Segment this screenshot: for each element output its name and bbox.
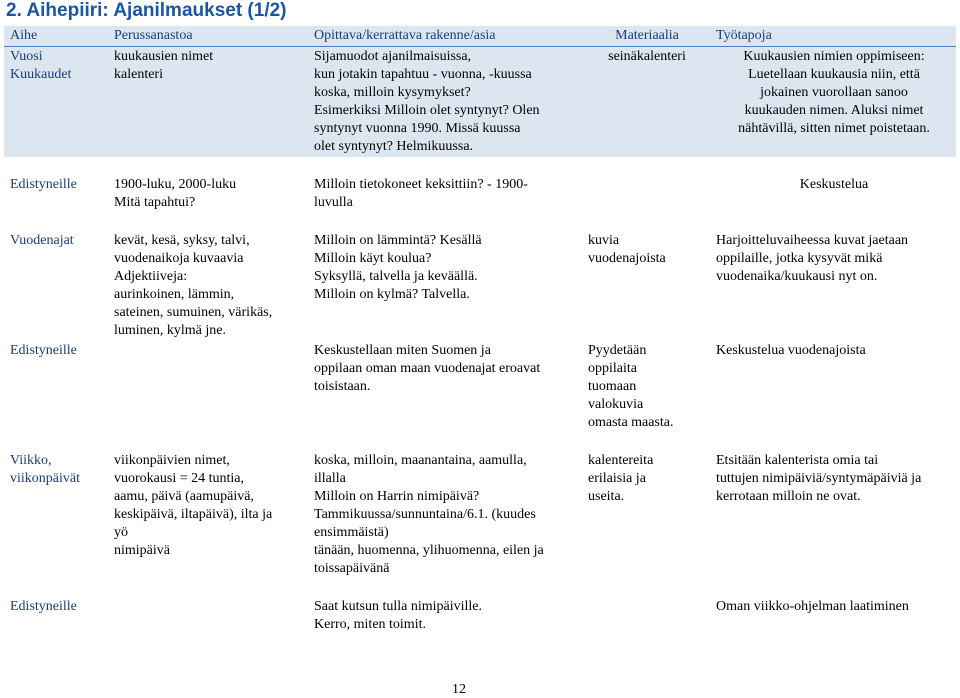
table-row (4, 597, 956, 635)
table-row (4, 231, 956, 341)
cell-line: Sijamuodot ajanilmaisuissa, (314, 49, 472, 64)
spacer-row (4, 579, 956, 597)
cell-line: viikonpäivien nimet, (114, 453, 230, 468)
cell-line: viikonpäivät (10, 471, 80, 486)
cell-line: vuodenajoista (588, 251, 666, 266)
cell-line: illalla (314, 471, 346, 486)
spacer-row (4, 433, 956, 451)
header-materiaalia: Materiaalia (582, 26, 710, 47)
structure-cell (308, 47, 582, 158)
cell-line: oppilaan oman maan vuodenajat eroavat (314, 361, 541, 376)
cell-line: Viikko, (10, 453, 52, 468)
cell-line: omasta maasta. (588, 415, 674, 430)
cell-line: Adjektiiveja: (114, 269, 188, 284)
cell-line: kuvia (588, 233, 620, 248)
topic-cell (4, 597, 108, 635)
vocabulary-cell (108, 597, 308, 635)
topic-cell (4, 175, 108, 213)
cell-line: vuodenaika/kuukausi nyt on. (716, 269, 878, 284)
topic-cell (4, 231, 108, 341)
vocabulary-cell (108, 47, 308, 158)
cell-line: Edistyneille (10, 177, 77, 192)
structure-cell (308, 175, 582, 213)
page-number: 12 (452, 682, 466, 697)
topic-cell (4, 47, 108, 158)
cell-line: oppilaita (588, 361, 637, 376)
cell-line: vuorokausi = 24 tuntia, (114, 471, 244, 486)
cell-line: Esimerkiksi Milloin olet syntynyt? Olen (314, 103, 540, 118)
cell-line: nähtävillä, sitten nimet poistetaan. (738, 121, 930, 136)
method-cell (710, 47, 956, 158)
table-row (4, 175, 956, 213)
cell-line: tuttujen nimipäiviä/syntymäpäiviä ja (716, 471, 922, 486)
method-cell (710, 175, 956, 213)
header-rakenne: Opittava/kerrattava rakenne/asia (308, 26, 582, 47)
cell-line: kuukauden nimen. Aluksi nimet (744, 103, 924, 118)
cell-line: Vuodenajat (10, 233, 74, 248)
material-cell (582, 175, 710, 213)
cell-line: Harjoitteluvaiheessa kuvat jaetaan (716, 233, 909, 248)
cell-line: Milloin on kylmä? Talvella. (314, 287, 470, 302)
vocabulary-cell (108, 231, 308, 341)
cell-line: valokuvia (588, 397, 644, 412)
cell-line: Milloin on lämmintä? Kesällä (314, 233, 482, 248)
cell-line: nimipäivä (114, 543, 170, 558)
header-aihe: Aihe (4, 26, 108, 47)
cell-line: Saat kutsun tulla nimipäiville. (314, 599, 482, 614)
cell-line: jokainen vuorollaan sanoo (760, 85, 908, 100)
cell-line: aurinkoinen, lämmin, (114, 287, 235, 302)
method-cell (710, 597, 956, 635)
material-cell (582, 451, 710, 579)
cell-line: toisistaan. (314, 379, 371, 394)
method-cell (710, 451, 956, 579)
cell-line: Kuukausien nimien oppimiseen: (743, 49, 925, 64)
cell-line: kerrotaan milloin ne ovat. (716, 489, 861, 504)
structure-cell (308, 451, 582, 579)
cell-line: Pyydetään (588, 343, 647, 358)
cell-line: Milloin on Harrin nimipäivä? (314, 489, 480, 504)
topic-cell (4, 451, 108, 579)
page-title: 2. Aihepiiri: Ajanilmaukset (1/2) (6, 0, 287, 21)
structure-cell (308, 597, 582, 635)
cell-line: useita. (588, 489, 625, 504)
cell-line: Luetellaan kuukausia niin, että (748, 67, 920, 82)
cell-line: Milloin tietokoneet keksittiin? - 1900- (314, 177, 528, 192)
cell-line: syntynyt vuonna 1990. Missä kuussa (314, 121, 521, 136)
vocabulary-cell (108, 341, 308, 433)
cell-line: Tammikuussa/sunnuntaina/6.1. (kuudes (314, 507, 536, 522)
vocabulary-cell (108, 175, 308, 213)
cell-line: kevät, kesä, syksy, talvi, (114, 233, 250, 248)
method-cell (710, 231, 956, 341)
cell-line: tänään, huomenna, ylihuomenna, eilen ja (314, 543, 544, 558)
cell-line: vuodenaikoja kuvaavia (114, 251, 244, 266)
cell-line: Vuosi (10, 49, 43, 64)
cell-line: koska, milloin kysymykset? (314, 85, 471, 100)
cell-line: Kerro, miten toimit. (314, 617, 426, 632)
cell-line: Edistyneille (10, 343, 77, 358)
cell-line: sateinen, sumuinen, värikäs, (114, 305, 273, 320)
table-row (4, 341, 956, 433)
cell-line: keskipäivä, iltapäivä), ilta ja (114, 507, 273, 522)
material-cell (582, 231, 710, 341)
cell-line: Mitä tapahtui? (114, 195, 196, 210)
cell-line: toissapäivänä (314, 561, 390, 576)
material-cell (582, 47, 710, 158)
table-header-row (4, 26, 956, 47)
spacer-row (4, 213, 956, 231)
material-cell (582, 341, 710, 433)
cell-line: Keskustelua (799, 177, 869, 192)
cell-line: tuomaan (588, 379, 637, 394)
cell-line: 1900-luku, 2000-luku (114, 177, 237, 192)
header-perussanastoa: Perussanastoa (108, 26, 308, 47)
structure-cell (308, 231, 582, 341)
material-cell (582, 597, 710, 635)
table-row (4, 47, 956, 158)
spacer-row (4, 157, 956, 175)
cell-line: koska, milloin, maanantaina, aamulla, (314, 453, 527, 468)
cell-line: Kuukaudet (10, 67, 72, 82)
cell-line: kalentereita (588, 453, 654, 468)
cell-line: kuukausien nimet (114, 49, 214, 64)
cell-line: olet syntynyt? Helmikuussa. (314, 139, 474, 154)
cell-line: luminen, kylmä jne. (114, 323, 226, 338)
structure-cell (308, 341, 582, 433)
cell-line: Etsitään kalenterista omia tai (716, 453, 879, 468)
header-tyotapoja: Työtapoja (710, 26, 956, 47)
cell-line: kalenteri (114, 67, 163, 82)
cell-line: Edistyneille (10, 599, 77, 614)
cell-line: seinäkalenteri (608, 49, 686, 64)
cell-line: yö (114, 525, 128, 540)
lesson-plan-table (4, 26, 956, 635)
cell-line: Milloin käyt koulua? (314, 251, 432, 266)
topic-cell (4, 341, 108, 433)
cell-line: Keskustellaan miten Suomen ja (314, 343, 491, 358)
cell-line: kun jotakin tapahtuu - vuonna, -kuussa (314, 67, 532, 82)
cell-line: oppilaille, jotka kysyvät mikä (716, 251, 883, 266)
cell-line: ensimmäistä) (314, 525, 389, 540)
cell-line: luvulla (314, 195, 353, 210)
cell-line: Keskustelua vuodenajoista (716, 343, 866, 358)
cell-line: Oman viikko-ohjelman laatiminen (716, 599, 909, 614)
method-cell (710, 341, 956, 433)
cell-line: erilaisia ja (588, 471, 646, 486)
cell-line: Syksyllä, talvella ja keväällä. (314, 269, 478, 284)
vocabulary-cell (108, 451, 308, 579)
cell-line: aamu, päivä (aamupäivä, (114, 489, 254, 504)
table-row (4, 451, 956, 579)
